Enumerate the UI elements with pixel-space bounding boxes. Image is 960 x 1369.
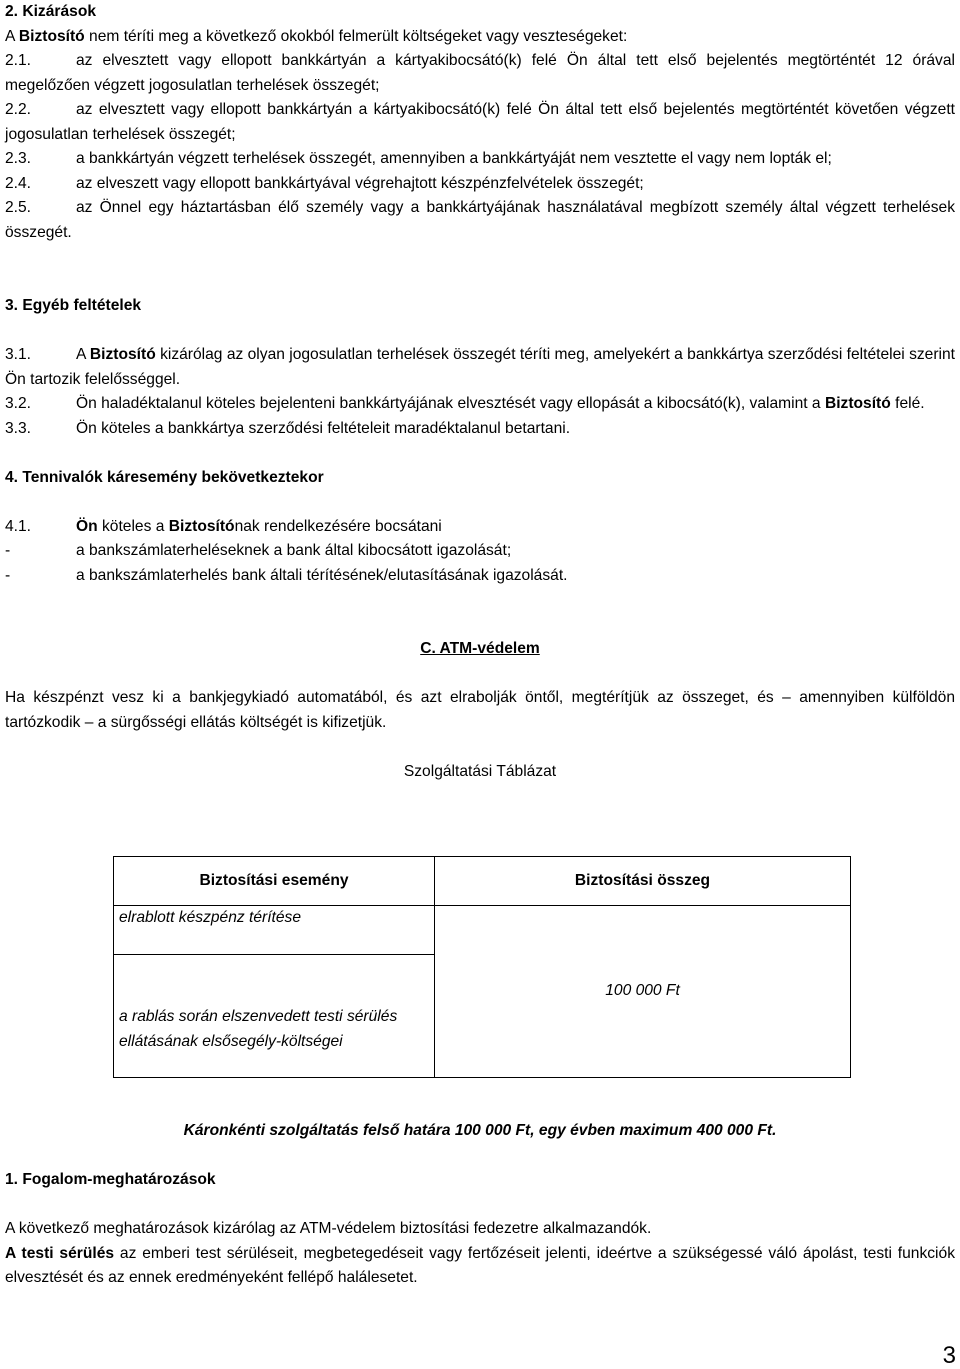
exclusion-item: 2.5. az Önnel egy háztartásban élő személy vagy a bankkártyájának használatával megbízott személy által végzett terhelések összegét.	[5, 199, 955, 241]
table-cell-event: a rablás során elszenvedett testi sérülés ellátásának elsősegély-költségei	[114, 955, 435, 1078]
claims-document-item: - a bankszámlaterheléseknek a bank által kibocsátott igazolását;	[5, 542, 512, 559]
section-heading-atm: C. ATM-védelem	[420, 640, 540, 657]
definition-term: A testi sérülés az emberi test sérüléseit, megbetegedéseit vagy fertőzéseit jelenti, ideértve a szükségessé váló ápolást, testi funkciók elvesztését és az ennek eredményeként fellépő halálesetet.	[5, 1244, 955, 1286]
exclusion-item: 2.3. a bankkártyán végzett terhelések összegét, amennyiben a bankkártyáját nem vesztette el vagy nem lopták el;	[5, 150, 832, 167]
claims-document-item: - a bankszámlaterhelés bank általi térítésének/elutasításának igazolását.	[5, 566, 568, 584]
exclusions-intro: A Biztosító nem téríti meg a következő okokból felmerült költségeket vagy veszteségeket:	[5, 27, 628, 45]
table-header-amount: Biztosítási összeg	[435, 857, 851, 906]
table-title: Szolgáltatási Táblázat	[403, 762, 557, 780]
exclusion-item: 2.2. az elvesztett vagy ellopott bankkártyán a kártyakibocsátó(k) felé Ön által tett első bejelentés megtörténtét követően végzett jogosulatlan terhelések összegét;	[5, 101, 955, 143]
section-heading-other-conditions: 3. Egyéb feltételek	[5, 297, 142, 314]
exclusion-item: 2.1. az elvesztett vagy ellopott bankkártyán a kártyakibocsátó(k) felé Ön által tett első bejelentés megtörténtét 12 órával megelőzően végzett jogosulatlan terhelések összegét;	[5, 52, 955, 94]
table-cell-event: elrablott készpénz térítése	[114, 906, 435, 955]
section-heading-definitions: 1. Fogalom-meghatározások	[5, 1171, 216, 1188]
definitions-intro: A következő meghatározások kizárólag az ATM-védelem biztosítási fedezetre alkalmazandók.	[5, 1220, 652, 1237]
document-body	[5, 0, 955, 784]
table-cell-amount: 100 000 Ft	[435, 906, 851, 1078]
exclusion-item: 2.4. az elveszett vagy ellopott bankkártyával végrehajtott készpénzfelvételek összegét;	[5, 174, 644, 192]
page-number: 3	[942, 1341, 956, 1369]
limit-note: Káronkénti szolgáltatás felső határa 100 000 Ft, egy évben maximum 400 000 Ft.	[183, 1122, 777, 1139]
section-heading-exclusions: 2. Kizárások	[5, 3, 97, 20]
condition-item: 3.1. A Biztosító kizárólag az olyan jogosulatlan terhelések összegét téríti meg, amelyekért a bankkártya szerződési feltételei szerint Ön tartozik felelősséggel.	[5, 346, 956, 388]
service-table	[113, 856, 851, 1078]
table-header-event: Biztosítási esemény	[114, 857, 435, 906]
document-tail	[5, 1119, 955, 1291]
condition-item: 3.3. Ön köteles a bankkártya szerződési feltételeit maradéktalanul betartani.	[5, 419, 571, 437]
insurer-term: Biztosító	[18, 27, 85, 45]
section-heading-claims: 4. Tennivalók káresemény bekövetkeztekor	[5, 468, 324, 486]
atm-intro: Ha készpénzt vesz ki a bankjegykiadó automatából, és azt elrabolják öntől, megtérítjük az összeget, és – amennyiben külföldön tartózkodik – a sürgősségi ellátás költségét is kifizetjük.	[5, 689, 955, 731]
claims-item: 4.1. Ön köteles a Biztosítónak rendelkezésére bocsátani	[5, 517, 442, 535]
condition-item: 3.2. Ön haladéktalanul köteles bejelenteni bankkártyájának elvesztését vagy ellopását a kibocsátó(k), valamint a Biztosító felé.	[5, 395, 925, 412]
